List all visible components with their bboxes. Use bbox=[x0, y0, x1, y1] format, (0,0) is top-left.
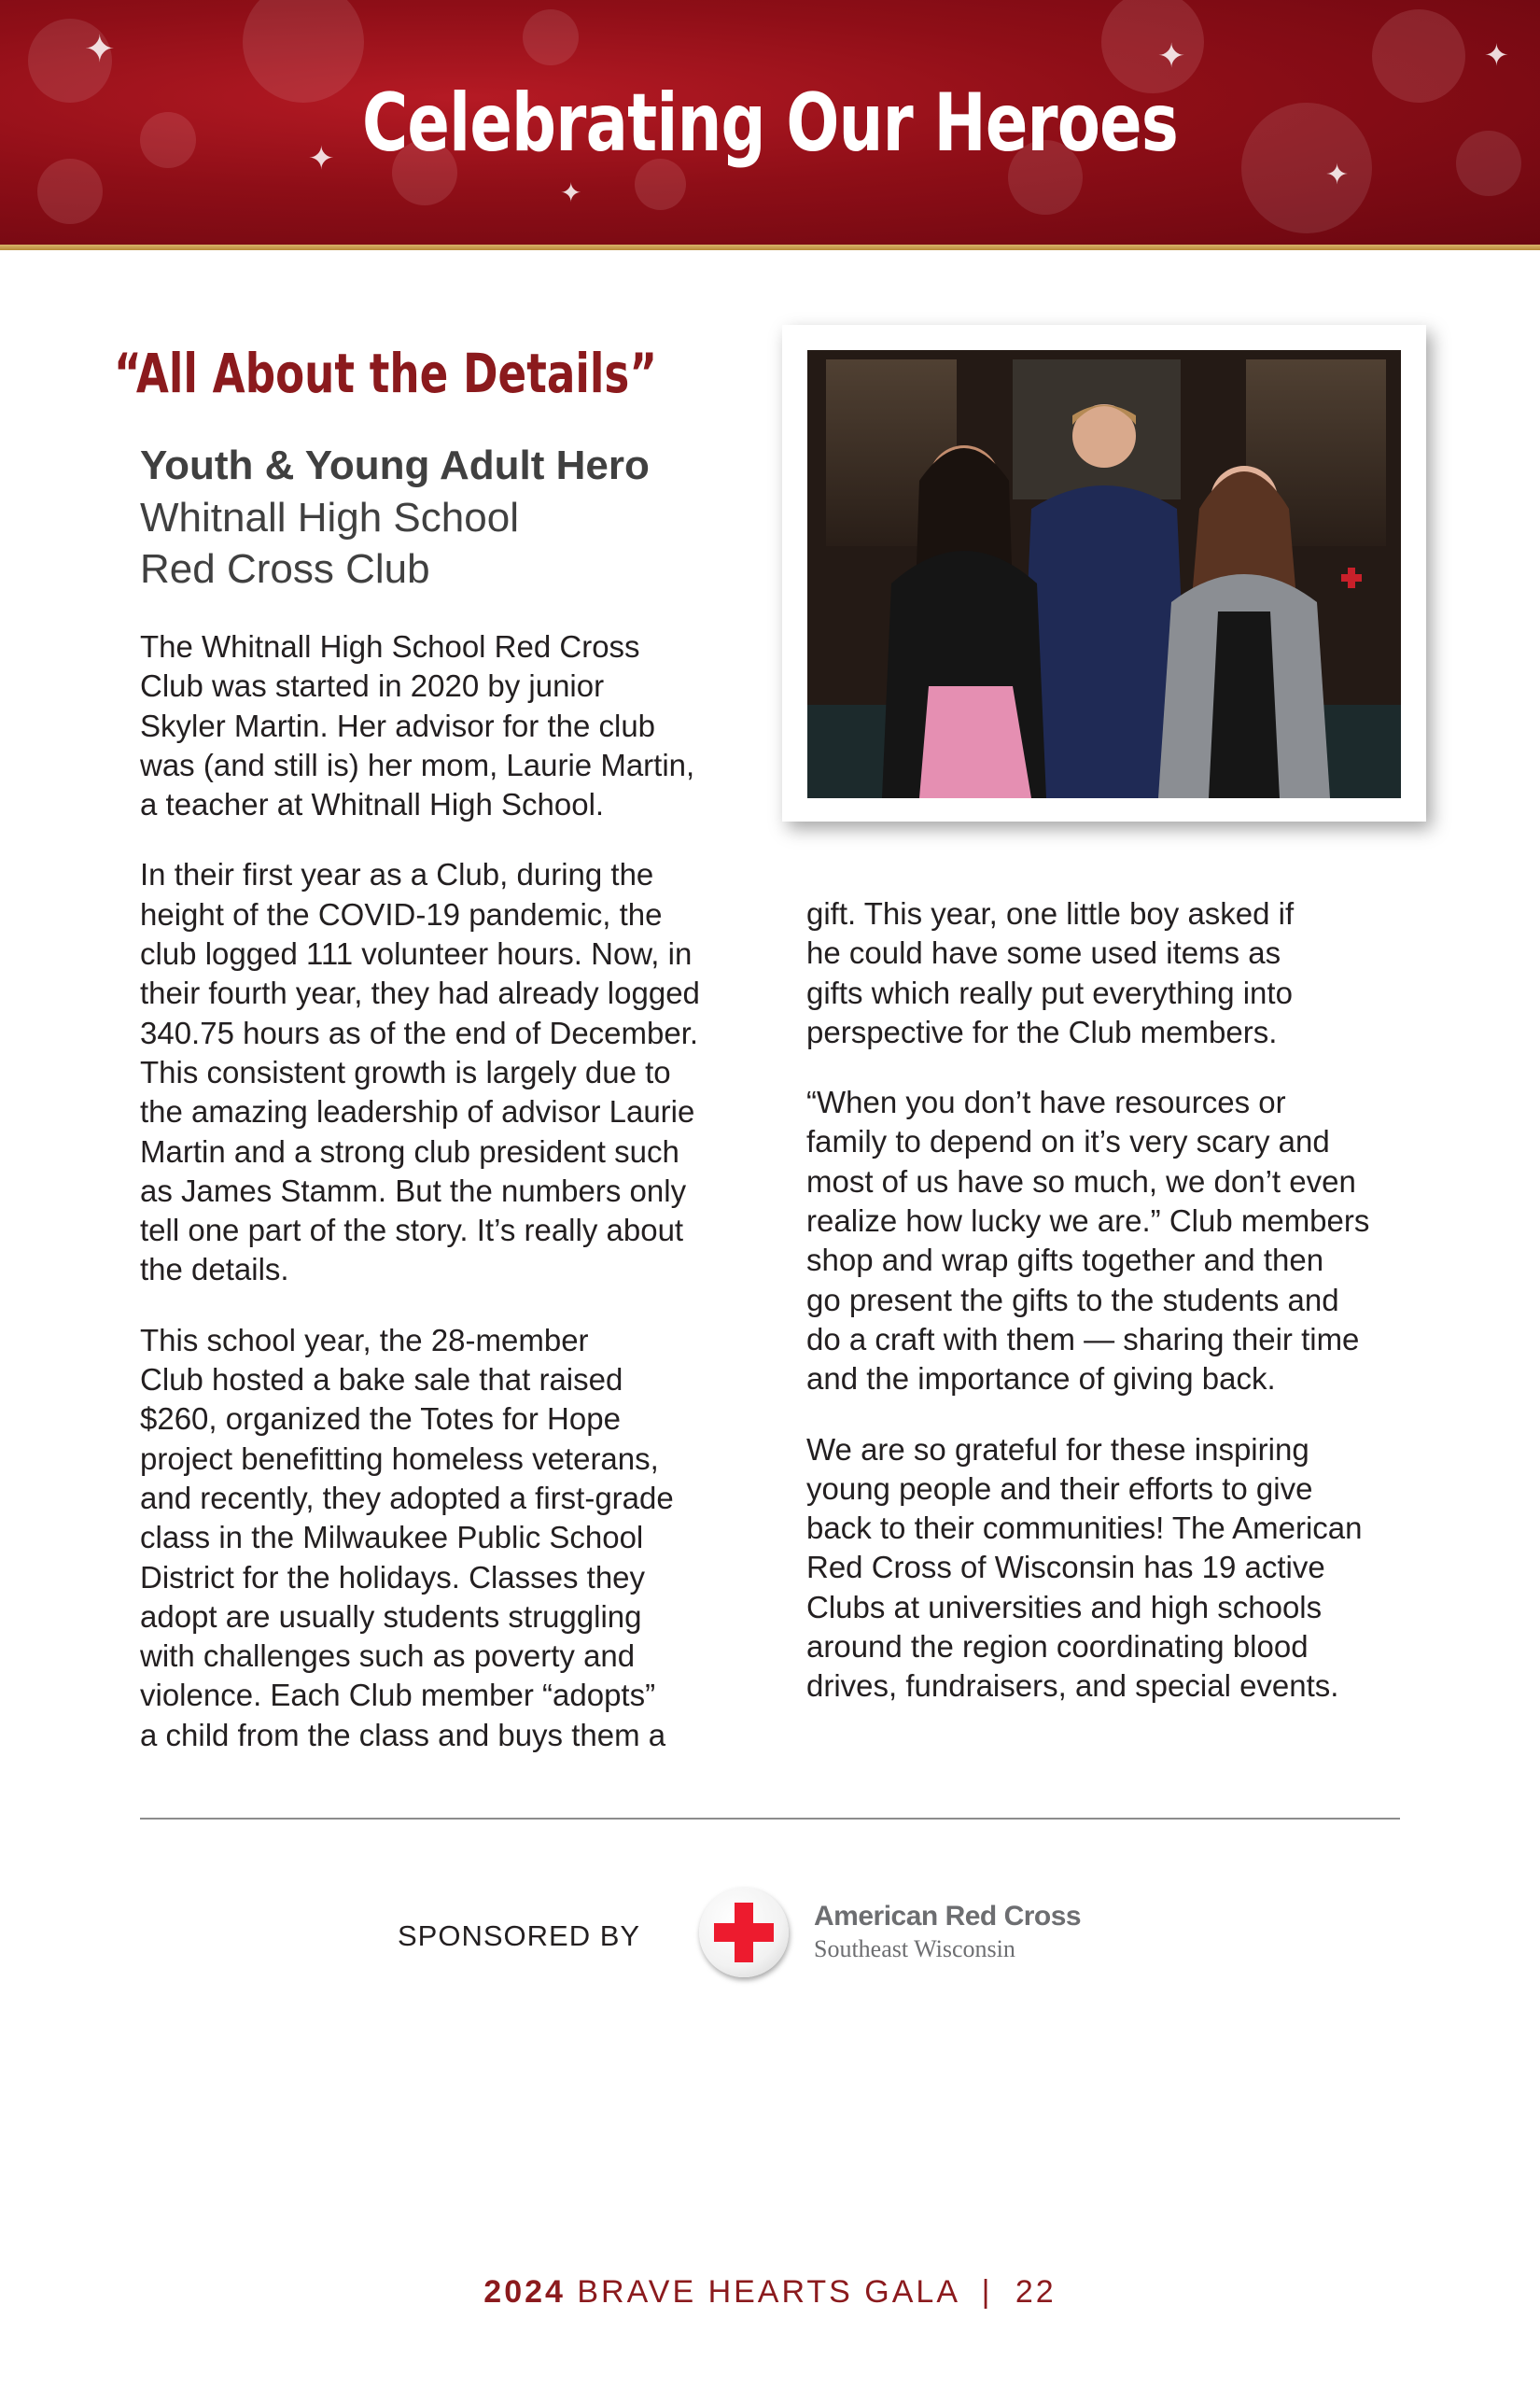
red-cross-logo bbox=[699, 1888, 789, 1977]
section-divider bbox=[140, 1818, 1400, 1820]
text-line: with challenges such as poverty and bbox=[140, 1638, 636, 1674]
sponsor-org-name: American Red Cross bbox=[814, 1901, 1082, 1932]
text-line: 340.75 hours as of the end of December. bbox=[140, 1015, 699, 1050]
paragraph bbox=[140, 627, 728, 824]
text-line: In their first year as a Club, during the bbox=[140, 857, 654, 892]
footer-page-number: 22 bbox=[1015, 2274, 1057, 2310]
text-line: The Whitnall High School Red Cross bbox=[140, 629, 640, 664]
article-quote-title: “All About the Details” bbox=[114, 342, 658, 405]
banner-gold-rule bbox=[0, 245, 1540, 250]
text-line: go present the gifts to the students and bbox=[806, 1282, 1339, 1317]
text-line: class in the Milwaukee Public School bbox=[140, 1520, 644, 1555]
text-line: perspective for the Club members. bbox=[806, 1014, 1278, 1049]
text-line: club logged 111 volunteer hours. Now, in bbox=[140, 936, 693, 972]
banner-title: Celebrating Our Heroes bbox=[361, 77, 1179, 170]
footer-year: 2024 bbox=[483, 2274, 566, 2310]
text-line: and recently, they adopted a first-grade bbox=[140, 1480, 674, 1515]
paragraph bbox=[806, 894, 1394, 1052]
text-line: Club was started in 2020 by junior bbox=[140, 668, 605, 704]
text-line: he could have some used items as bbox=[806, 935, 1281, 971]
text-line: drives, fundraisers, and special events. bbox=[806, 1668, 1339, 1704]
text-line: Red Cross of Wisconsin has 19 active bbox=[806, 1550, 1325, 1585]
article-left-column bbox=[140, 627, 728, 1786]
text-line: realize how lucky we are.” Club members bbox=[806, 1203, 1370, 1239]
hero-category: Youth & Young Adult Hero bbox=[140, 443, 650, 488]
text-line: around the region coordinating blood bbox=[806, 1629, 1309, 1665]
text-line: a child from the class and buys them a bbox=[140, 1717, 666, 1752]
paragraph bbox=[806, 1083, 1394, 1398]
paragraph bbox=[806, 1430, 1394, 1707]
text-line: Martin and a strong club president such bbox=[140, 1133, 679, 1169]
text-line: the amazing leadership of advisor Laurie bbox=[140, 1094, 695, 1130]
paragraph bbox=[140, 855, 728, 1289]
text-line: as James Stamm. But the numbers only bbox=[140, 1173, 687, 1208]
text-line: a teacher at Whitnall High School. bbox=[140, 787, 605, 822]
text-line: This school year, the 28-member bbox=[140, 1322, 589, 1357]
footer-event-name: BRAVE HEARTS GALA bbox=[577, 2274, 959, 2310]
text-line: “When you don’t have resources or bbox=[806, 1085, 1286, 1120]
text-line: and the importance of giving back. bbox=[806, 1361, 1276, 1397]
text-line: adopt are usually students struggling bbox=[140, 1598, 642, 1634]
group-photo bbox=[807, 350, 1401, 798]
text-line: was (and still is) her mom, Laurie Martin, bbox=[140, 747, 695, 782]
text-line: back to their communities! The American bbox=[806, 1511, 1363, 1546]
paragraph bbox=[140, 1321, 728, 1755]
red-cross-icon bbox=[699, 1888, 789, 1977]
honoree-line-1: Whitnall High School bbox=[140, 495, 519, 541]
text-line: gifts which really put everything into bbox=[806, 975, 1293, 1010]
honoree-line-2: Red Cross Club bbox=[140, 546, 430, 592]
group-photo-illustration bbox=[807, 350, 1401, 798]
text-line: $260, organized the Totes for Hope bbox=[140, 1401, 621, 1437]
text-line: Skyler Martin. Her advisor for the club bbox=[140, 708, 656, 743]
text-line: do a craft with them — sharing their time bbox=[806, 1321, 1360, 1356]
text-line: their fourth year, they had already logged bbox=[140, 976, 700, 1011]
text-line: District for the holidays. Classes they bbox=[140, 1559, 646, 1595]
footer-separator: | bbox=[981, 2274, 993, 2310]
text-line: young people and their efforts to give bbox=[806, 1470, 1313, 1506]
header-banner: ✦ ✦ ✦ ✦ ✦ ✦ Celebrating Our Heroes bbox=[0, 0, 1540, 245]
text-line: tell one part of the story. It’s really about bbox=[140, 1213, 684, 1248]
text-line: height of the COVID-19 pandemic, the bbox=[140, 896, 663, 932]
text-line: We are so grateful for these inspiring bbox=[806, 1431, 1309, 1467]
sponsored-by-label: SPONSORED BY bbox=[398, 1919, 641, 1952]
text-line: most of us have so much, we don’t even bbox=[806, 1163, 1356, 1199]
text-line: violence. Each Club member “adopts” bbox=[140, 1678, 656, 1713]
text-line: Clubs at universities and high schools bbox=[806, 1589, 1323, 1624]
page-footer bbox=[0, 2274, 1540, 2311]
text-line: project benefitting homeless veterans, bbox=[140, 1440, 659, 1476]
text-line: family to depend on it’s very scary and bbox=[806, 1124, 1330, 1159]
article-right-column bbox=[806, 894, 1394, 1737]
text-line: shop and wrap gifts together and then bbox=[806, 1243, 1324, 1278]
text-line: the details. bbox=[140, 1252, 289, 1287]
text-line: gift. This year, one little boy asked if bbox=[806, 896, 1295, 931]
photo-frame bbox=[782, 325, 1426, 822]
text-line: Club hosted a bake sale that raised bbox=[140, 1362, 623, 1398]
text-line: This consistent growth is largely due to bbox=[140, 1054, 671, 1089]
sponsor-org-region: Southeast Wisconsin bbox=[814, 1935, 1015, 1962]
